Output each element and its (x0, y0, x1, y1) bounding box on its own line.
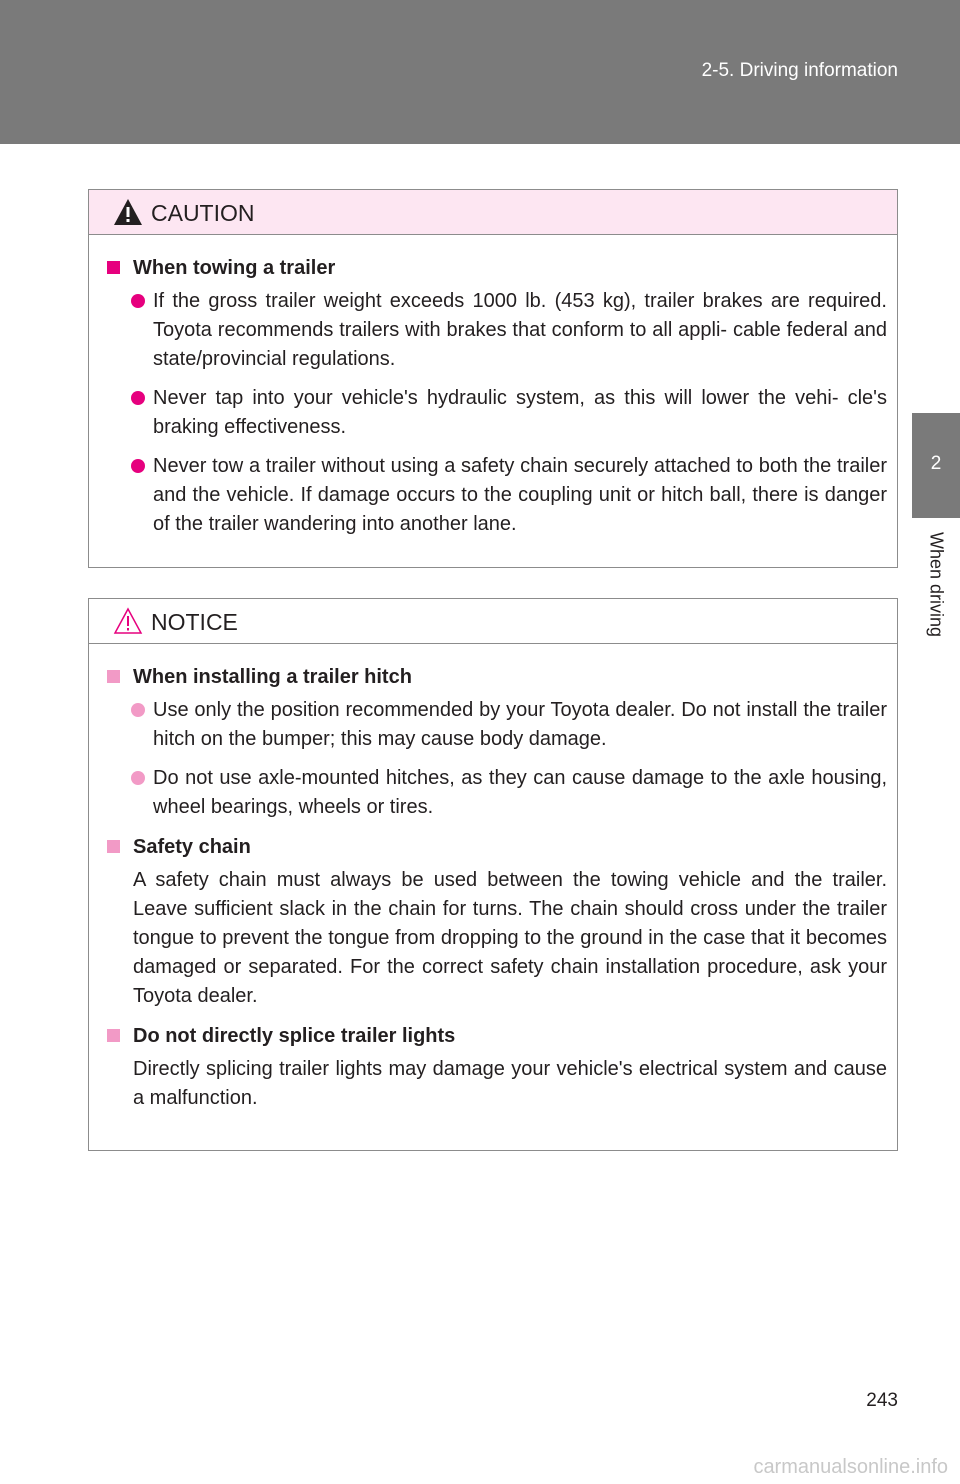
chapter-label-container (922, 532, 950, 692)
page-number: 243 (866, 1390, 898, 1411)
notice-header (89, 599, 897, 644)
circle-bullet-icon (131, 391, 145, 405)
circle-bullet-icon (131, 771, 145, 785)
chapter-label: When driving (926, 532, 947, 638)
notice-section-title (105, 1021, 887, 1051)
section-title: 2-5. Driving information (701, 60, 898, 81)
circle-bullet-icon (131, 459, 145, 473)
caution-bullet-text: Never tow a trailer without using a safety chain securely attached to both the trailer and the vehicle. If damage occurs to the coupling unit or hitch ball, there is danger of the trailer wandering into another lane. (153, 455, 887, 535)
square-bullet-icon (107, 840, 120, 853)
caution-section-title-text: When towing a trailer (133, 257, 336, 279)
square-bullet-icon (107, 1029, 120, 1042)
warning-triangle-icon (113, 198, 143, 226)
notice-bullet-text: Do not use axle-mounted hitches, as they can cause damage to the axle housing, wheel bearings, wheels or tires. (153, 767, 887, 818)
notice-section-title (105, 832, 887, 862)
caution-heading: CAUTION (151, 200, 255, 226)
notice-body (89, 644, 897, 1113)
notice-paragraph: Directly splicing trailer lights may damage your vehicle's electrical system and cause a malfunction. (133, 1058, 887, 1109)
caution-bullet (105, 384, 887, 442)
notice-bullet (105, 764, 887, 822)
notice-section-title-text: Do not directly splice trailer lights (133, 1025, 456, 1047)
notice-section-title-text: When installing a trailer hitch (133, 666, 412, 688)
notice-heading: NOTICE (151, 609, 238, 635)
page-header (0, 0, 960, 144)
caution-bullet (105, 452, 887, 539)
caution-header (89, 190, 897, 235)
circle-bullet-icon (131, 294, 145, 308)
chapter-tab (912, 413, 960, 518)
caution-section-title (105, 253, 887, 283)
notice-bullet (105, 696, 887, 754)
notice-section-title (105, 662, 887, 692)
caution-bullet (105, 287, 887, 374)
caution-body (89, 235, 897, 539)
square-bullet-icon (107, 261, 120, 274)
notice-section-title-text: Safety chain (133, 836, 251, 858)
notice-paragraph: A safety chain must always be used between the towing vehicle and the trailer. Leave sufficient slack in the chain for turns. The chain should cross under the trailer tongue to prevent the tongue from dropping to the ground in the case that it becomes damaged or separated. For the correct safety chain installation procedure, ask your Toyota dealer. (133, 869, 887, 1007)
watermark: carmanualsonline.info (753, 1456, 948, 1478)
square-bullet-icon (107, 670, 120, 683)
chapter-number: 2 (930, 453, 942, 474)
caution-box (88, 189, 898, 568)
circle-bullet-icon (131, 703, 145, 717)
caution-bullet-text: If the gross trailer weight exceeds 1000 lb. (453 kg), trailer brakes are required. Toyota recommends trailers with brakes that conform to all appli- cable federal and state/provincial regulations. (153, 290, 887, 370)
notice-box (88, 598, 898, 1151)
warning-triangle-outline-icon (113, 607, 143, 635)
notice-bullet-text: Use only the position recommended by your Toyota dealer. Do not install the trailer hitch on the bumper; this may cause body damage. (153, 699, 887, 750)
caution-bullet-text: Never tap into your vehicle's hydraulic system, as this will lower the vehi- cle's braking effectiveness. (153, 387, 887, 438)
